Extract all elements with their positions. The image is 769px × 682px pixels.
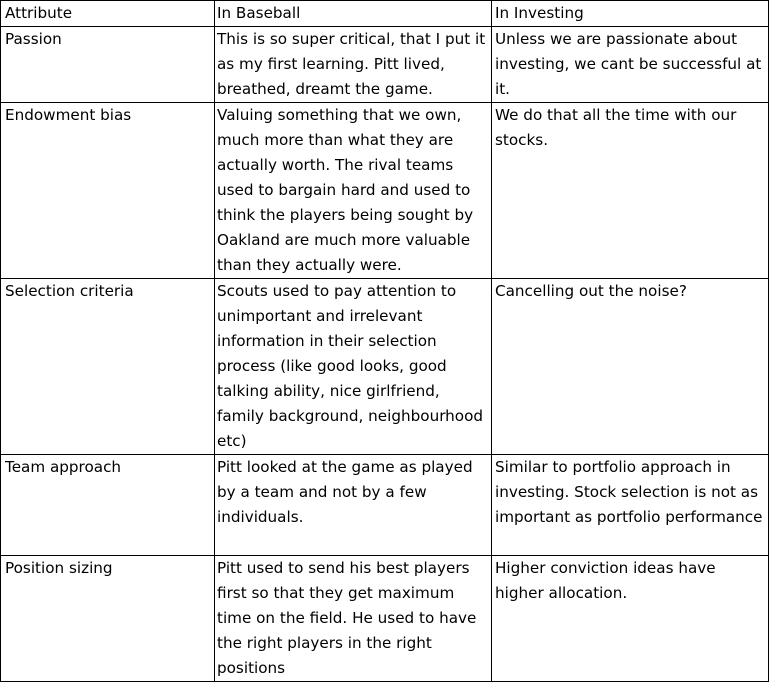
investing-cell: We do that all the time with our stocks. [492,103,769,279]
baseball-cell: Valuing something that we own, much more than what they are actually worth. The rival teams used to bargain hard and used to think the players being sought by Oakland are much more valuable than they actually were. [215,103,492,279]
attribute-cell: Position sizing [1,556,215,682]
investing-cell: Cancelling out the noise? [492,279,769,455]
attribute-cell: Team approach [1,455,215,556]
header-attribute: Attribute [1,1,215,27]
baseball-cell: This is so super critical, that I put it as my first learning. Pitt lived, breathed, dreamt the game. [215,27,492,103]
baseball-cell: Scouts used to pay attention to unimportant and irrelevant information in their selection process (like good looks, good talking ability, nice girlfriend, family background, neighbourhood etc) [215,279,492,455]
investing-cell: Unless we are passionate about investing, we cant be successful at it. [492,27,769,103]
investing-cell: Higher conviction ideas have higher allocation. [492,556,769,682]
table-row [1,27,769,103]
attribute-cell: Passion [1,27,215,103]
attribute-cell: Endowment bias [1,103,215,279]
baseball-cell: Pitt used to send his best players first so that they get maximum time on the field. He used to have the right players in the right positions [215,556,492,682]
table-row [1,279,769,455]
baseball-cell: Pitt looked at the game as played by a team and not by a few individuals. [215,455,492,556]
header-in-baseball: In Baseball [215,1,492,27]
table-row [1,103,769,279]
attribute-cell: Selection criteria [1,279,215,455]
table-row [1,455,769,556]
investing-cell: Similar to portfolio approach in investing. Stock selection is not as important as portfolio performance [492,455,769,556]
header-row [1,1,769,27]
header-in-investing: In Investing [492,1,769,27]
table-row [1,556,769,682]
